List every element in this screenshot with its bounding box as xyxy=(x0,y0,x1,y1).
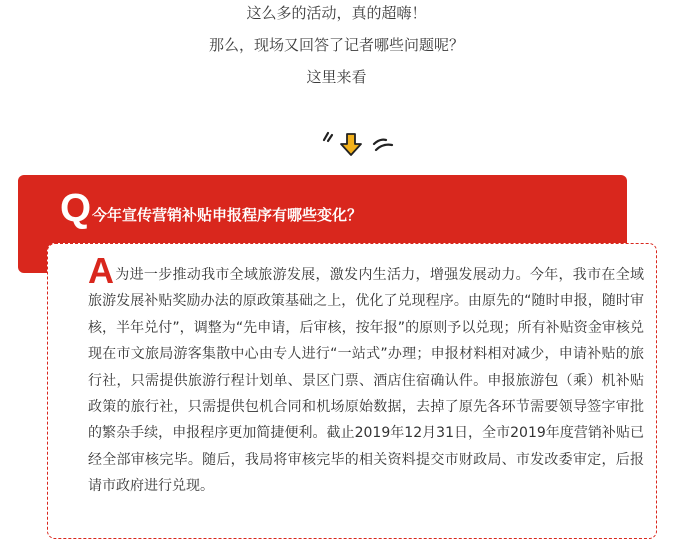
answer-text: 为进一步推动我市全域旅游发展，激发内生活力，增强发展动力。今年，我市在全域旅游发展补贴奖励办法的原政策基础之上，优化了兑现程序。由原先的“随时申报，随时审核，半年兑付”，调整为“先申请，后审核，按年报”的原则予以兑现；所有补贴资金审核兑现在市文旅局游客集散中心由专人进行“一站式”办理；申报材料相对减少，申请补贴的旅行社，只需提供旅游行程计划单、景区门票、酒店住宿确认件。申报旅游包（乘）机补贴政策的旅行社，只需提供包机合同和机场原始数据，去掉了原先各环节需要领导签字审批的繁杂手续，申报程序更加简捷便利。截止2019年12月31日，全市2019年度营销补贴已经全部审核完毕。随后，我局将审核完毕的相关资料提交市财政局、市发改委审定，后报请市政府进行兑现。 xyxy=(88,267,644,495)
question-text: 今年宣传营销补贴申报程序有哪些变化？ xyxy=(92,206,363,224)
intro-line-2: 那么，现场又回答了记者哪些问题呢？ xyxy=(208,36,464,54)
intro-line-3: 这里来看 xyxy=(306,68,367,86)
answer-letter: A xyxy=(88,250,114,291)
answer-body xyxy=(88,250,644,500)
question-letter: Q xyxy=(60,186,92,230)
down-arrow-icon xyxy=(322,130,396,160)
intro-line-1: 这么多的活动，真的超嗨！ xyxy=(246,4,427,22)
